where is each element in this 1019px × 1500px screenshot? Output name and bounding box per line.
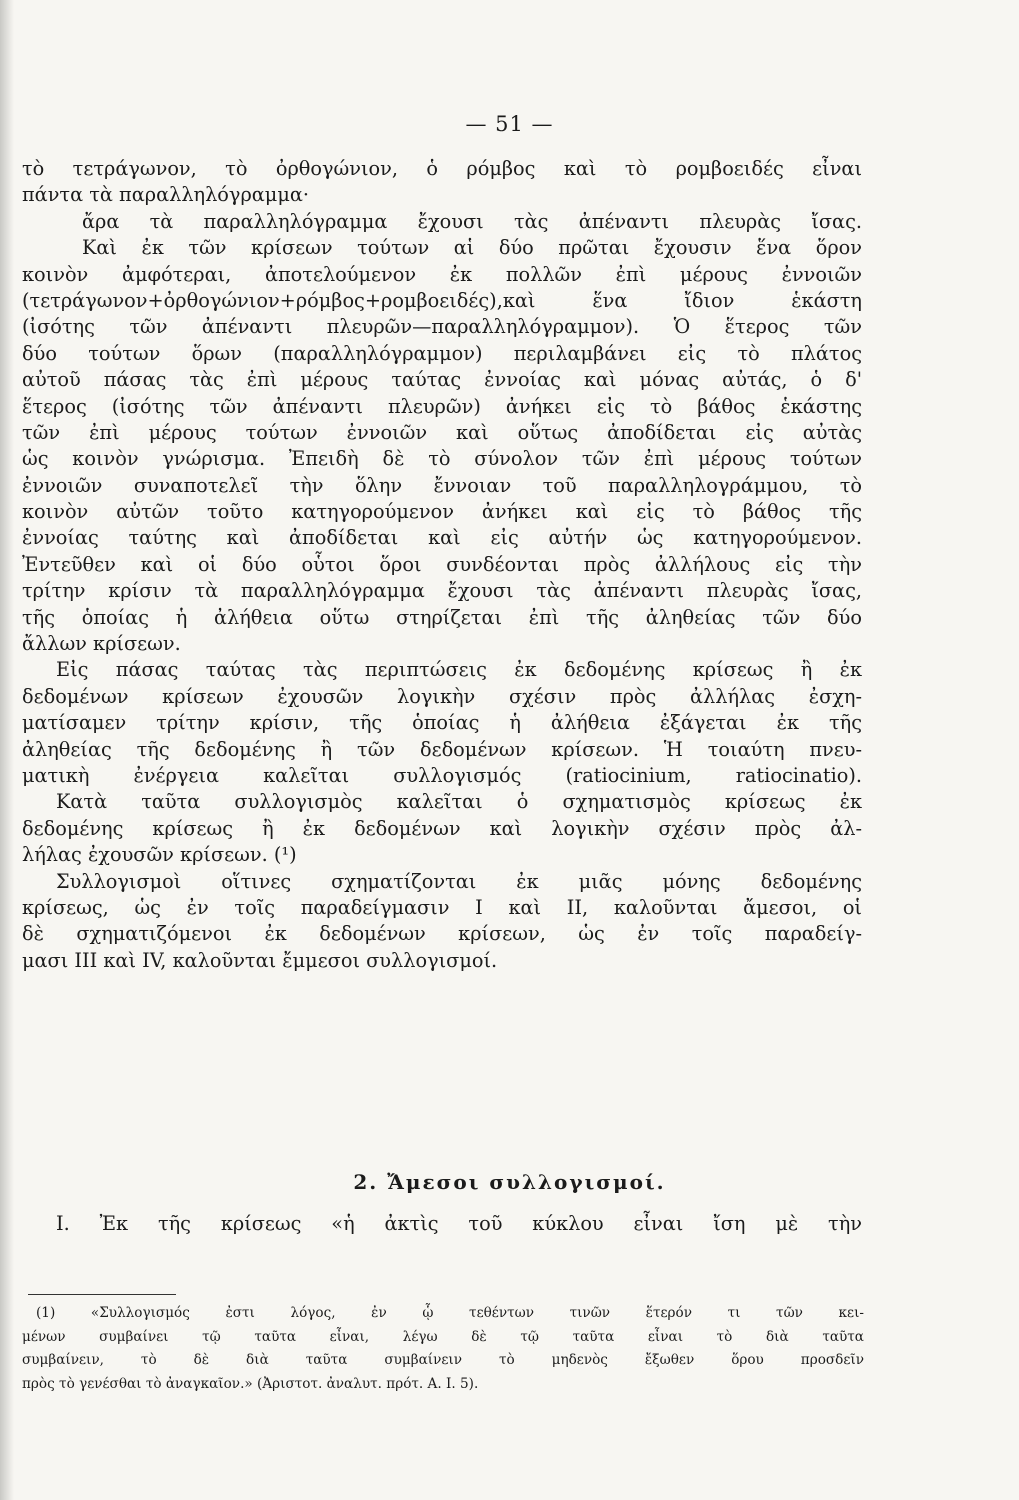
- footnote-line: μένων συμβαίνει τῷ ταῦτα εἶναι, λέγω δὲ τῷ ταῦτα εἶναι τὸ διὰ ταῦτα: [22, 1328, 864, 1345]
- text-line: τρίτην κρίσιν τὰ παραλληλόγραμμα ἔχουσι τὰς ἀπέναντι πλευρὰς ἴσας,: [22, 579, 862, 603]
- text-line: τῶν ἐπὶ μέρους τούτων ἐννοιῶν καὶ οὕτως ἀποδίδεται εἰς αὐτὰς: [22, 420, 862, 444]
- text-line: Συλλογισμοὶ οἵτινες σχηματίζονται ἐκ μιᾶς μόνης δεδομένης: [56, 869, 862, 893]
- text-line: ἀληθείας τῆς δεδομένης ἢ τῶν δεδομένων κρίσεων. Ἡ τοιαύτη πνευ-: [22, 737, 862, 761]
- text-line: (ἰσότης τῶν ἀπέναντι πλευρῶν—παραλληλόγραμμον). Ὁ ἕτερος τῶν: [22, 315, 862, 339]
- page-number: — 51 —: [465, 112, 554, 136]
- text-line: δὲ σχηματιζόμενοι ἐκ δεδομένων κρίσεων, ὡς ἐν τοῖς παραδείγ-: [22, 922, 862, 946]
- footnote-rule: [28, 1294, 176, 1295]
- text-line: τῆς ὁποίας ἡ ἀλήθεια οὕτω στηρίζεται ἐπὶ τῆς ἀληθείας τῶν δύο: [22, 605, 862, 629]
- text-line: Εἰς πάσας ταύτας τὰς περιπτώσεις ἐκ δεδομένης κρίσεως ἢ ἐκ: [56, 658, 862, 682]
- text-line: κρίσεως, ὡς ἐν τοῖς παραδείγμασιν Ι καὶ ΙΙ, καλοῦνται ἄμεσοι, οἱ: [22, 895, 862, 919]
- text-line: ματικὴ ἐνέργεια καλεῖται συλλογισμός (ratiocinium, ratiocinatio).: [22, 763, 862, 787]
- text-line: ἕτερος (ἰσότης τῶν ἀπέναντι πλευρῶν) ἀνήκει εἰς τὸ βάθος ἑκάστης: [22, 394, 862, 418]
- text-line: κοινὸν ἀμφότεραι, ἀποτελούμενον ἐκ πολλῶν ἐπὶ μέρους ἐννοιῶν: [22, 262, 862, 286]
- text-line: Κατὰ ταῦτα συλλογισμὸς καλεῖται ὁ σχηματισμὸς κρίσεως ἐκ: [56, 790, 862, 814]
- text-line: ἄρα τὰ παραλληλόγραμμα ἔχουσι τὰς ἀπέναντι πλευρὰς ἴσας.: [82, 209, 862, 233]
- footnote: [22, 1302, 864, 1396]
- text-line: ἐννοιῶν συναποτελεῖ τὴν ὅλην ἔννοιαν τοῦ παραλληλογράμμου, τὸ: [22, 473, 862, 497]
- text-line: δύο τούτων ὅρων (παραλληλόγραμμον) περιλαμβάνει εἰς τὸ πλάτος: [22, 341, 862, 365]
- text-line: μασι ΙΙΙ καὶ ΙV, καλοῦνται ἔμμεσοι συλλογισμοί.: [22, 948, 498, 972]
- text-line: ὡς κοινὸν γνώρισμα. Ἐπειδὴ δὲ τὸ σύνολον τῶν ἐπὶ μέρους τούτων: [22, 447, 862, 471]
- continuation-text: [22, 1211, 862, 1237]
- page-binding-edge: [0, 0, 14, 1500]
- text-line: (τετράγωνον+ὀρθογώνιον+ρόμβος+ρομβοειδές),καὶ ἕνα ἴδιον ἑκάστη: [22, 288, 862, 312]
- footnote-line: πρὸς τὸ γενέσθαι τὸ ἀναγκαῖον.» (Ἀριστοτ. ἀναλυτ. πρότ. Α. Ι. 5).: [22, 1375, 479, 1392]
- text-line: αὐτοῦ πάσας τὰς ἐπὶ μέρους ταύτας ἐννοίας καὶ μόνας αὐτάς, ὁ δ': [22, 368, 862, 392]
- text-line: δεδομένης κρίσεως ἢ ἐκ δεδομένων καὶ λογικὴν σχέσιν πρὸς ἀλ-: [22, 816, 862, 840]
- section-heading: 2. Ἄμεσοι συλλογισμοί.: [353, 1170, 666, 1194]
- text-line: τὸ τετράγωνον, τὸ ὀρθογώνιον, ὁ ρόμβος καὶ τὸ ρομβοειδές εἶναι: [22, 157, 862, 180]
- text-line: λήλας ἐχουσῶν κρίσεων. (¹): [22, 843, 297, 867]
- text-line: δεδομένων κρίσεων ἐχουσῶν λογικὴν σχέσιν πρὸς ἀλλήλας ἐσχη-: [22, 684, 862, 708]
- text-line: κοινὸν αὐτῶν τοῦτο κατηγορούμενον ἀνήκει καὶ εἰς τὸ βάθος τῆς: [22, 500, 862, 524]
- main-text: [22, 156, 862, 974]
- text-line: I. Ἐκ τῆς κρίσεως «ἡ ἀκτὶς τοῦ κύκλου εἶναι ἴση μὲ τὴν: [56, 1212, 862, 1235]
- text-line: Καὶ ἐκ τῶν κρίσεων τούτων αἱ δύο πρῶται ἔχουσιν ἕνα ὅρον: [82, 236, 862, 260]
- text-line: Ἐντεῦθεν καὶ οἱ δύο οὗτοι ὅροι συνδέονται πρὸς ἀλλήλους εἰς τὴν: [22, 552, 862, 576]
- footnote-line: (1) «Συλλογισμός ἐστι λόγος, ἐν ᾧ τεθέντων τινῶν ἕτερόν τι τῶν κει-: [36, 1305, 864, 1321]
- text-line: ἄλλων κρίσεων.: [22, 632, 181, 656]
- footnote-line: συμβαίνειν, τὸ δὲ διὰ ταῦτα συμβαίνειν τὸ μηδενὸς ἔξωθεν ὅρου προσδεῖν: [22, 1352, 864, 1368]
- text-line: ματίσαμεν τρίτην κρίσιν, τῆς ὁποίας ἡ ἀλήθεια ἐξάγεται ἐκ τῆς: [22, 711, 862, 735]
- text-line: ἐννοίας ταύτης καὶ ἀποδίδεται καὶ εἰς αὐτήν ὡς κατηγορούμενον.: [22, 526, 862, 550]
- text-line: πάντα τὰ παραλληλόγραμμα·: [22, 183, 310, 207]
